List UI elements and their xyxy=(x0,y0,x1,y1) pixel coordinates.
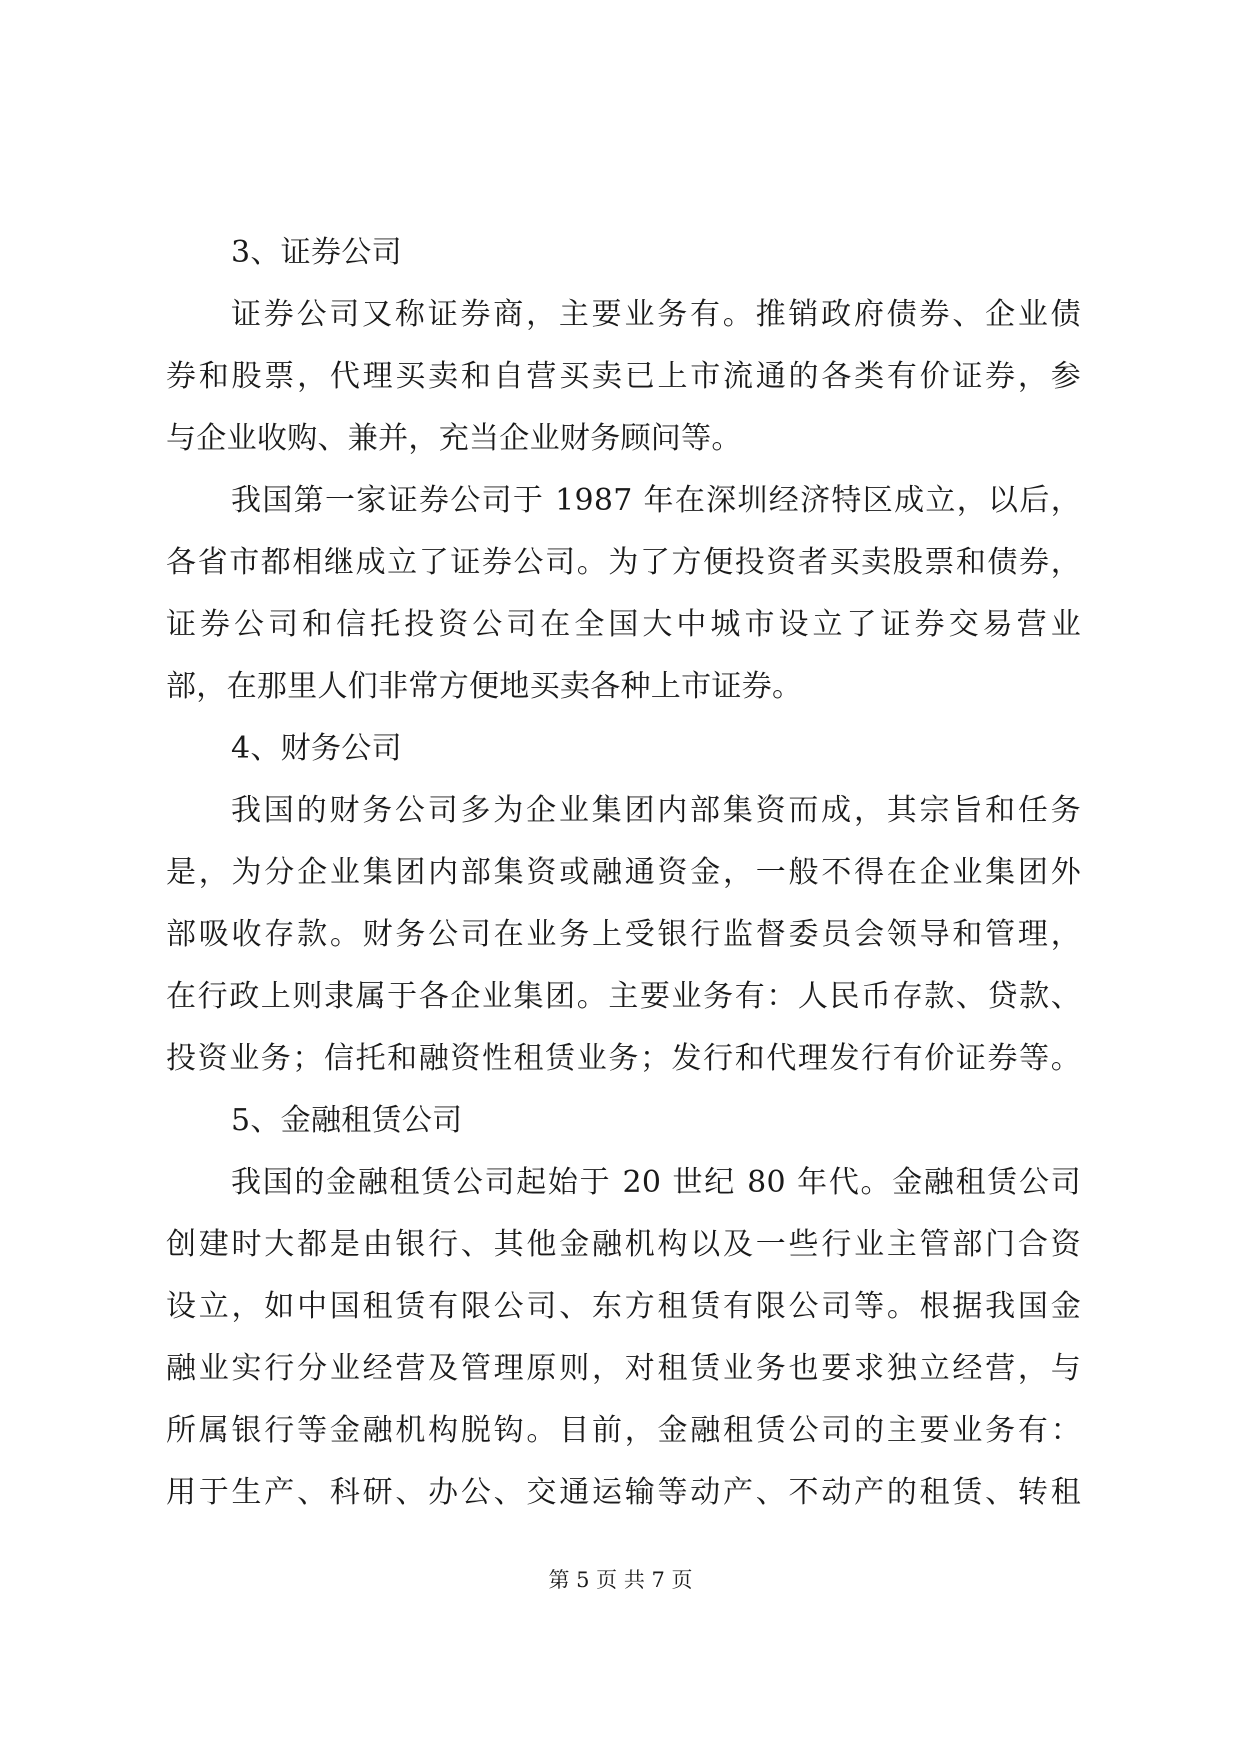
paragraph-line: 在行政上则隶属于各企业集团。主要业务有：人民币存款、贷款、 xyxy=(166,979,1081,1014)
paragraph-line: 设立，如中国租赁有限公司、东方租赁有限公司等。根据我国金 xyxy=(166,1289,1081,1324)
document-body xyxy=(166,222,1081,1524)
paragraph-line: 部，在那里人们非常方便地买卖各种上市证券。 xyxy=(166,669,803,704)
paragraph-line: 我国的财务公司多为企业集团内部集资而成，其宗旨和任务 xyxy=(231,793,1081,828)
paragraph-line: 融业实行分业经营及管理原则，对租赁业务也要求独立经营，与 xyxy=(166,1351,1081,1386)
paragraph-line: 券和股票，代理买卖和自营买卖已上市流通的各类有价证券，参 xyxy=(166,359,1081,394)
page-number-footer: 第 5 页 共 7 页 xyxy=(548,1568,693,1592)
paragraph-line: 证券公司和信托投资公司在全国大中城市设立了证券交易营业 xyxy=(166,607,1081,642)
paragraph-line: 部吸收存款。财务公司在业务上受银行监督委员会领导和管理， xyxy=(166,917,1081,952)
section-heading-finance: 4、财务公司 xyxy=(231,731,402,766)
paragraph-line: 创建时大都是由银行、其他金融机构以及一些行业主管部门合资 xyxy=(166,1227,1081,1262)
paragraph-line: 用于生产、科研、办公、交通运输等动产、不动产的租赁、转租 xyxy=(166,1475,1081,1510)
section-heading-leasing: 5、金融租赁公司 xyxy=(231,1103,463,1138)
paragraph-line: 投资业务；信托和融资性租赁业务；发行和代理发行有价证券等。 xyxy=(166,1041,1081,1076)
paragraph-line: 我国第一家证券公司于 1987 年在深圳经济特区成立，以后， xyxy=(231,483,1081,518)
paragraph-line: 我国的金融租赁公司起始于 20 世纪 80 年代。金融租赁公司 xyxy=(231,1165,1081,1200)
paragraph-line: 所属银行等金融机构脱钩。目前，金融租赁公司的主要业务有： xyxy=(166,1413,1081,1448)
paragraph-line: 是，为分企业集团内部集资或融通资金，一般不得在企业集团外 xyxy=(166,855,1081,890)
paragraph-line: 各省市都相继成立了证券公司。为了方便投资者买卖股票和债券， xyxy=(166,545,1081,580)
paragraph-line: 证券公司又称证券商，主要业务有。推销政府债券、企业债 xyxy=(231,297,1081,332)
paragraph-line: 与企业收购、兼并，充当企业财务顾问等。 xyxy=(166,421,742,456)
section-heading-securities: 3、证券公司 xyxy=(231,235,402,270)
